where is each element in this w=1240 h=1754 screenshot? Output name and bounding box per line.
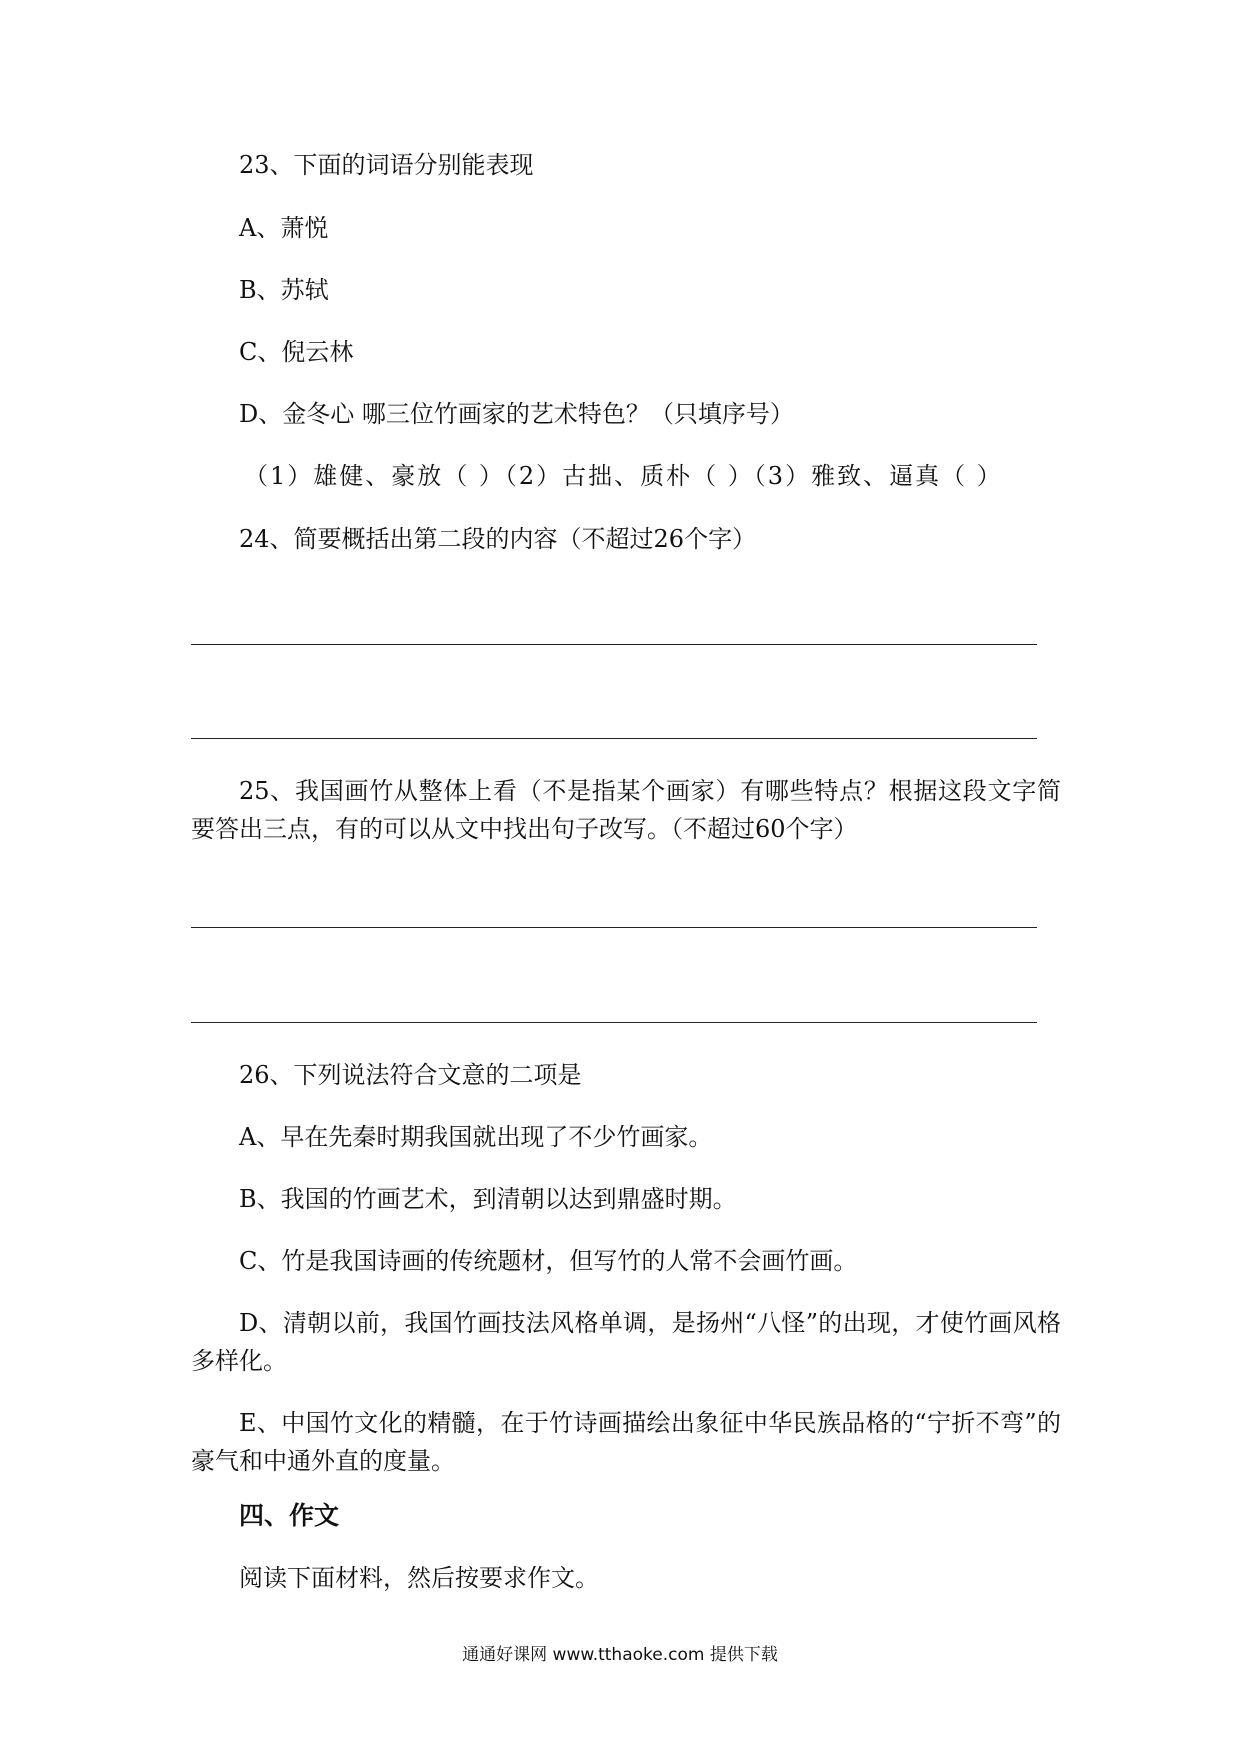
answer-line: [191, 1022, 1037, 1023]
q26-option-c: C、竹是我国诗画的传统题材，但写竹的人常不会画竹画。: [239, 1247, 858, 1275]
q23-option-c: C、倪云林: [239, 338, 354, 366]
q23-stem: 23、下面的词语分别能表现: [239, 151, 534, 179]
q26-stem: 26、下列说法符合文意的二项是: [239, 1061, 582, 1089]
answer-line: [191, 644, 1037, 645]
q23-option-b: B、苏轼: [239, 276, 329, 304]
section-heading: 四、作文: [239, 1501, 340, 1530]
q23-blanks: （1）雄健、豪放（ ）（2）古拙、质朴（ ）（3）雅致、逼真（ ）: [244, 462, 1003, 490]
q26-option-e: E、中国竹文化的精髓，在于竹诗画描绘出象征中华民族品格的“宁折不弯”的豪气和中通外直的度量。: [191, 1409, 1061, 1475]
q23-option-d: D、金冬心 哪三位竹画家的艺术特色？（只填序号）: [239, 400, 794, 428]
section-instruction: 阅读下面材料，然后按要求作文。: [239, 1564, 599, 1592]
q25-stem: 25、我国画竹从整体上看（不是指某个画家）有哪些特点？根据这段文字简要答出三点，有的可以从文中找出句子改写。（不超过60个字）: [191, 777, 1061, 843]
q24-stem: 24、简要概括出第二段的内容（不超过26个字）: [239, 525, 757, 553]
q26-option-d: D、清朝以前，我国竹画技法风格单调，是扬州“八怪”的出现，才使竹画风格多样化。: [191, 1309, 1061, 1375]
answer-line: [191, 927, 1037, 928]
q26-option-b: B、我国的竹画艺术，到清朝以达到鼎盛时期。: [239, 1185, 737, 1213]
q23-option-a: A、萧悦: [239, 214, 329, 242]
answer-line: [191, 738, 1037, 739]
q26-option-a: A、早在先秦时期我国就出现了不少竹画家。: [239, 1123, 713, 1151]
page-footer: 通通好课网 www.tthaoke.com 提供下载: [462, 1645, 778, 1665]
